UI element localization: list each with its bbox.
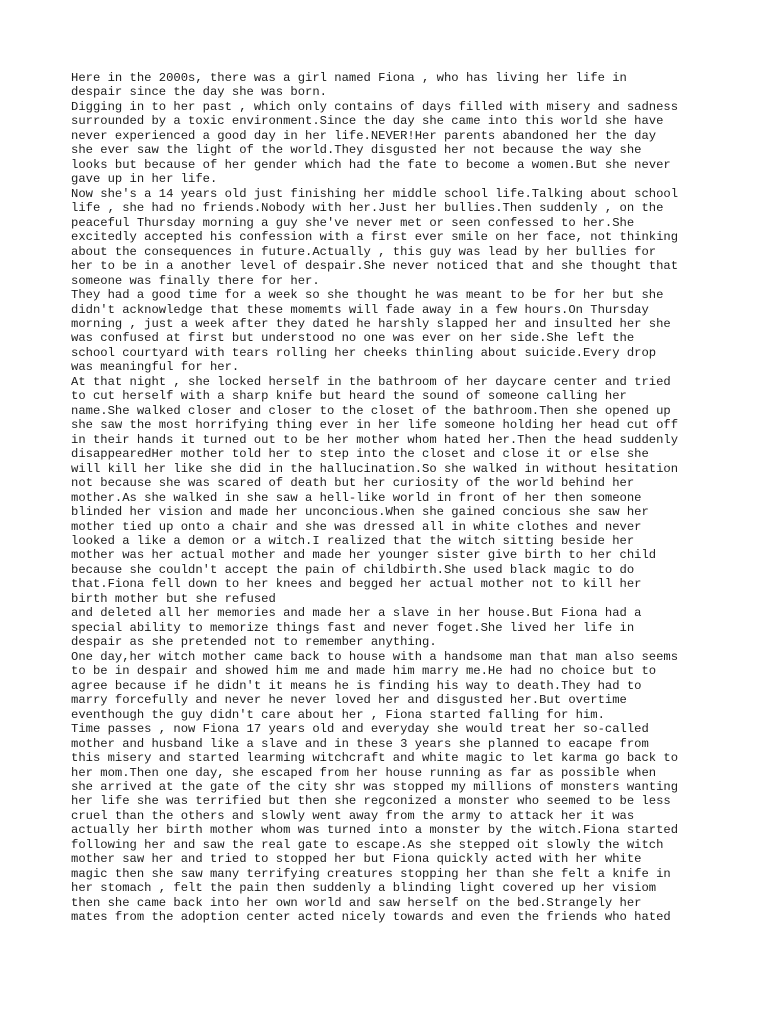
text-line: her mom.Then one day, she escaped from her house running as far as possible when bbox=[71, 765, 657, 780]
text-line: mother was her actual mother and made her younger sister give birth to her child bbox=[71, 548, 657, 563]
text-line: special ability to memorize things fast and never foget.She lived her life in bbox=[71, 620, 635, 635]
text-line: morning , just a week after they dated he harshly slapped her and insulted her she bbox=[71, 316, 671, 331]
text-line: Time passes , now Fiona 17 years old and everyday she would treat her so-called bbox=[71, 722, 649, 737]
text-line: in their hands it turned out to be her mother whom hated her.Then the head suddenly bbox=[71, 432, 679, 447]
text-line: mother tied up onto a chair and she was dressed all in white clothes and never bbox=[71, 519, 642, 534]
text-line: mother saw her and tried to stopped her but Fiona quickly acted with her white bbox=[71, 852, 642, 867]
story-text-block bbox=[71, 71, 711, 925]
text-line: blinded her vision and made her unconcious.When she gained concious she saw her bbox=[71, 505, 649, 520]
text-line: At that night , she locked herself in the bathroom of her daycare center and tried bbox=[71, 374, 671, 389]
text-line: Here in the 2000s, there was a girl named Fiona , who has living her life in bbox=[71, 71, 627, 85]
text-line: and deleted all her memories and made her a slave in her house.But Fiona had a bbox=[71, 606, 642, 621]
text-line: despair since the day she was born. bbox=[71, 85, 327, 100]
text-line: magic then she saw many terrifying creatures stopping her than she felt a knife in bbox=[71, 866, 671, 881]
text-line: didn't acknowledge that these momemts will fade away in a few hours.On Thursday bbox=[71, 302, 649, 317]
text-line: marry forcefully and never he never loved her and disgusted her.But overtime bbox=[71, 693, 627, 708]
text-line: birth mother but she refused bbox=[71, 591, 276, 606]
text-line: to cut herself with a sharp knife but heard the sound of someone calling her bbox=[71, 389, 627, 404]
text-line: One day,her witch mother came back to house with a handsome man that man also seems bbox=[71, 649, 679, 664]
text-line: mates from the adoption center acted nicely towards and even the friends who hated bbox=[71, 910, 671, 925]
text-line: her stomach , felt the pain then suddenly a blinding light covered up her visiom bbox=[71, 881, 657, 896]
text-line: following her and saw the real gate to escape.As she stepped oit slowly the witch bbox=[71, 837, 664, 852]
text-line: peaceful Thursday morning a guy she've never met or seen confessed to her.She bbox=[71, 215, 635, 230]
text-line: school courtyard with tears rolling her cheeks thinling about suicide.Every drop bbox=[71, 345, 657, 360]
text-line: someone was finally there for her. bbox=[71, 273, 320, 288]
text-line: agree because if he didn't it means he is finding his way to death.They had to bbox=[71, 678, 642, 693]
text-line: mother and husband like a slave and in these 3 years she planned to eacape from bbox=[71, 736, 649, 751]
text-line: eventhough the guy didn't care about her , Fiona started falling for him. bbox=[71, 707, 605, 722]
text-line: looked a like a demon or a witch.I realized that the witch sitting beside her bbox=[71, 534, 635, 548]
text-line: was meaningful for her. bbox=[71, 360, 240, 375]
text-line: will kill her like she did in the hallucination.So she walked in without hesitation bbox=[71, 461, 679, 476]
text-line: disappearedHer mother told her to step into the closet and close it or else she bbox=[71, 447, 649, 462]
text-line: she saw the most horrifying thing ever in her life someone holding her head cut off bbox=[71, 418, 679, 433]
text-line: looks but because of her gender which had the fate to become a women.But she never bbox=[71, 157, 671, 172]
text-line: They had a good time for a week so she thought he was meant to be for her but she bbox=[71, 288, 664, 303]
text-line: she ever saw the light of the world.They disgusted her not because the way she bbox=[71, 143, 642, 158]
text-line: never experienced a good day in her life.NEVER!Her parents abandoned her the day bbox=[71, 128, 657, 143]
text-line: mother.As she walked in she saw a hell-like world in front of her then someone bbox=[71, 490, 642, 505]
text-line: that.Fiona fell down to her knees and begged her actual mother not to kill her bbox=[71, 577, 642, 592]
text-line: her to be in a another level of despair.She never noticed that and she thought that bbox=[71, 259, 679, 274]
text-line: to be in despair and showed him me and made him marry me.He had no choice but to bbox=[71, 664, 657, 679]
text-line: name.She walked closer and closer to the closet of the bathroom.Then she opened up bbox=[71, 403, 671, 418]
text-line: life , she had no friends.Nobody with her.Just her bullies.Then suddenly , on the bbox=[71, 201, 664, 216]
text-line: her life she was terrified but then she regconized a monster who seemed to be less bbox=[71, 794, 671, 809]
text-line: because she couldn't accept the pain of childbirth.She used black magic to do bbox=[71, 562, 635, 577]
text-line: gave up in her life. bbox=[71, 172, 218, 187]
text-line: this misery and started learming witchcraft and white magic to let karma go back to bbox=[71, 751, 679, 766]
text-line: about the consequences in future.Actually , this guy was lead by her bullies for bbox=[71, 244, 657, 259]
text-line: then she came back into her own world and saw herself on the bed.Strangely her bbox=[71, 895, 642, 910]
text-line: actually her birth mother whom was turned into a monster by the witch.Fiona started bbox=[71, 823, 679, 838]
text-line: she arrived at the gate of the city shr was stopped my millions of monsters wanting bbox=[71, 779, 679, 794]
text-line: Now she's a 14 years old just finishing her middle school life.Talking about school bbox=[71, 186, 679, 201]
text-line: Digging in to her past , which only contains of days filled with misery and sadness bbox=[71, 99, 679, 114]
text-line: despair as she pretended not to remember anything. bbox=[71, 635, 437, 650]
text-line: not because she was scared of death but her curiosity of the world behind her bbox=[71, 476, 635, 491]
text-line: cruel than the others and slowly went away from the army to attack her it was bbox=[71, 808, 635, 823]
text-line: excitedly accepted his confession with a first ever smile on her face, not thinking bbox=[71, 230, 679, 245]
text-line: surrounded by a toxic environment.Since the day she came into this world she have bbox=[71, 114, 664, 129]
text-line: was confused at first but understood no one was ever on her side.She left the bbox=[71, 331, 635, 346]
